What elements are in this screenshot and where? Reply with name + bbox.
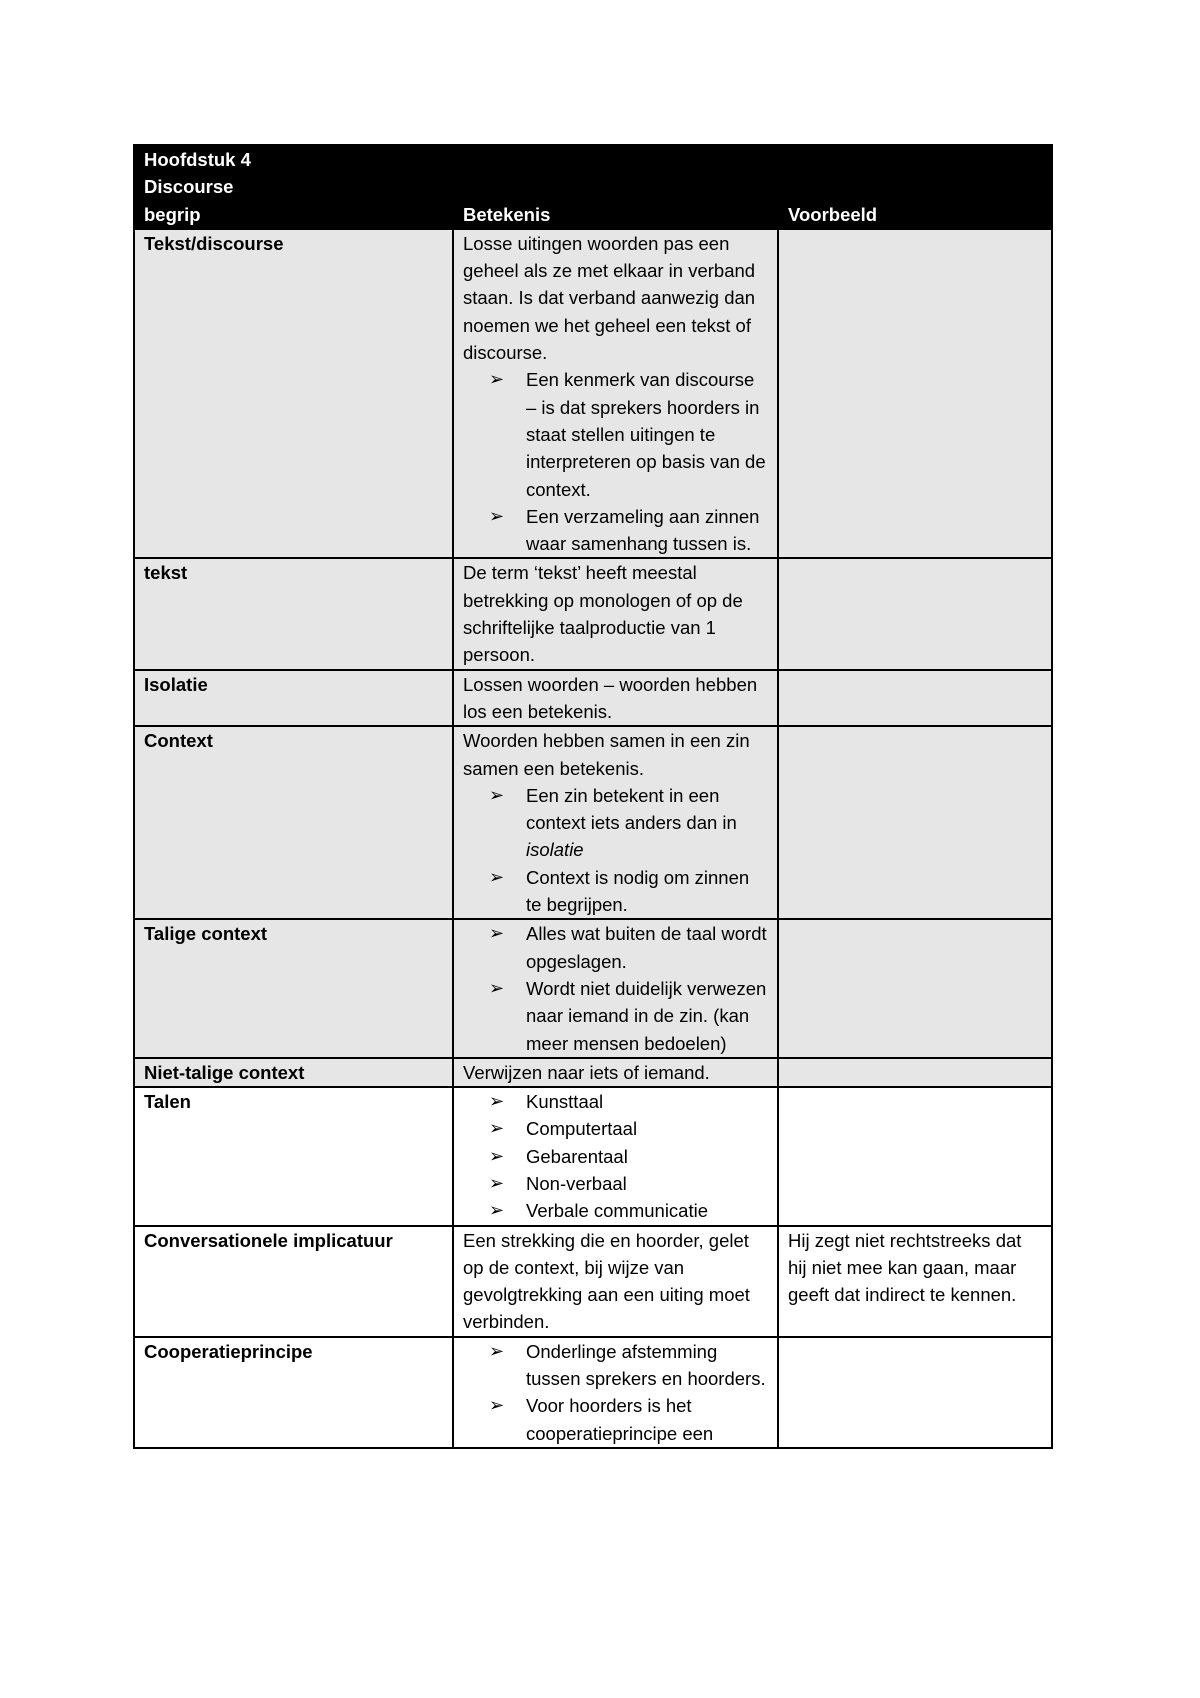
term-cell: Tekst/discourse: [134, 229, 453, 559]
meaning-cell: Een strekking die en hoorder, gelet op de context, bij wijze van gevolgtrekking aan een uiting moet verbinden.: [453, 1226, 778, 1337]
glossary-table: [133, 144, 1053, 1449]
term-cell: tekst: [134, 558, 453, 669]
bullet-list: [463, 366, 768, 557]
column-header-example: Voorbeeld: [778, 145, 1052, 229]
table-row: [134, 670, 1052, 727]
meaning-cell: [453, 1337, 778, 1448]
example-cell: [778, 919, 1052, 1057]
example-cell: [778, 1087, 1052, 1225]
table-row: [134, 1226, 1052, 1337]
arrow-bullet-icon: ➢: [489, 1395, 505, 1416]
list-item: ➢ Computertaal: [526, 1115, 768, 1142]
term-cell: Talige context: [134, 919, 453, 1057]
arrow-bullet-icon: ➢: [489, 977, 505, 998]
arrow-bullet-icon: ➢: [489, 1200, 505, 1221]
bullet-list: [463, 920, 768, 1056]
list-item: ➢ Non-verbaal: [526, 1170, 768, 1197]
arrow-bullet-icon: ➢: [489, 369, 505, 390]
list-item: ➢ Verbale communicatie: [526, 1197, 768, 1224]
arrow-bullet-icon: ➢: [489, 1118, 505, 1139]
arrow-bullet-icon: ➢: [489, 866, 505, 887]
chapter-subject: Discourse: [144, 176, 234, 198]
bullet-list: [463, 782, 768, 918]
table-row: [134, 919, 1052, 1057]
document-page: [133, 144, 1051, 1449]
example-cell: [778, 1337, 1052, 1448]
meaning-cell: Lossen woorden – woorden hebben los een betekenis.: [453, 670, 778, 727]
table-row: [134, 229, 1052, 559]
column-header-term: begrip: [144, 203, 201, 225]
table-row: [134, 726, 1052, 919]
term-cell: Cooperatieprincipe: [134, 1337, 453, 1448]
example-cell: [778, 558, 1052, 669]
example-cell: Hij zegt niet rechtstreeks dat hij niet mee kan gaan, maar geeft dat indirect te kennen.: [778, 1226, 1052, 1337]
example-cell: [778, 229, 1052, 559]
arrow-bullet-icon: ➢: [489, 1145, 505, 1166]
list-item: ➢ Wordt niet duidelijk verwezen naar iemand in de zin. (kan meer mensen bedoelen): [526, 975, 768, 1057]
chapter-title: Hoofdstuk 4: [144, 149, 251, 170]
meaning-cell: [453, 919, 778, 1057]
header-term-cell: [134, 145, 453, 229]
meaning-text: Losse uitingen woorden pas een geheel als ze met elkaar in verband staan. Is dat verband aanwezig dan noemen we het geheel een tekst of discourse.: [463, 232, 756, 364]
term-cell: Context: [134, 726, 453, 919]
table-row: [134, 1337, 1052, 1448]
term-cell: Talen: [134, 1087, 453, 1225]
arrow-bullet-icon: ➢: [489, 1091, 505, 1112]
list-item: ➢ Onderlinge afstemming tussen sprekers en hoorders.: [526, 1338, 768, 1393]
table-row: [134, 1058, 1052, 1087]
example-cell: [778, 1058, 1052, 1087]
arrow-bullet-icon: ➢: [489, 505, 505, 526]
example-cell: [778, 670, 1052, 727]
table-row: [134, 1087, 1052, 1225]
meaning-cell: [453, 1087, 778, 1225]
meaning-cell: [453, 726, 778, 919]
list-item: ➢ Context is nodig om zinnen te begrijpen.: [526, 864, 768, 919]
term-cell: Niet-talige context: [134, 1058, 453, 1087]
list-item: ➢ Voor hoorders is het cooperatieprincipe een: [526, 1392, 768, 1447]
meaning-cell: [453, 229, 778, 559]
term-cell: Conversationele implicatuur: [134, 1226, 453, 1337]
bullet-list: [463, 1088, 768, 1224]
list-item: ➢ Kunsttaal: [526, 1088, 768, 1115]
term-cell: Isolatie: [134, 670, 453, 727]
meaning-cell: Verwijzen naar iets of iemand.: [453, 1058, 778, 1087]
list-item: ➢ Een kenmerk van discourse – is dat sprekers hoorders in staat stellen uitingen te interpreteren op basis van de context.: [526, 366, 768, 502]
arrow-bullet-icon: ➢: [489, 1172, 505, 1193]
meaning-cell: De term ‘tekst’ heeft meestal betrekking op monologen of op de schriftelijke taalproductie van 1 persoon.: [453, 558, 778, 669]
list-item: ➢ Een verzameling aan zinnen waar samenhang tussen is.: [526, 503, 768, 558]
list-item: ➢ Een zin betekent in een context iets anders dan in isolatie: [526, 782, 768, 864]
meaning-text: Woorden hebben samen in een zin samen een betekenis.: [463, 730, 750, 779]
arrow-bullet-icon: ➢: [489, 1340, 505, 1361]
arrow-bullet-icon: ➢: [489, 784, 505, 805]
table-row: [134, 558, 1052, 669]
arrow-bullet-icon: ➢: [489, 923, 505, 944]
table-header-row: [134, 145, 1052, 229]
list-item: ➢ Gebarentaal: [526, 1143, 768, 1170]
column-header-meaning: Betekenis: [453, 145, 778, 229]
list-item: ➢ Alles wat buiten de taal wordt opgeslagen.: [526, 920, 768, 975]
example-cell: [778, 726, 1052, 919]
bullet-list: [463, 1338, 768, 1447]
